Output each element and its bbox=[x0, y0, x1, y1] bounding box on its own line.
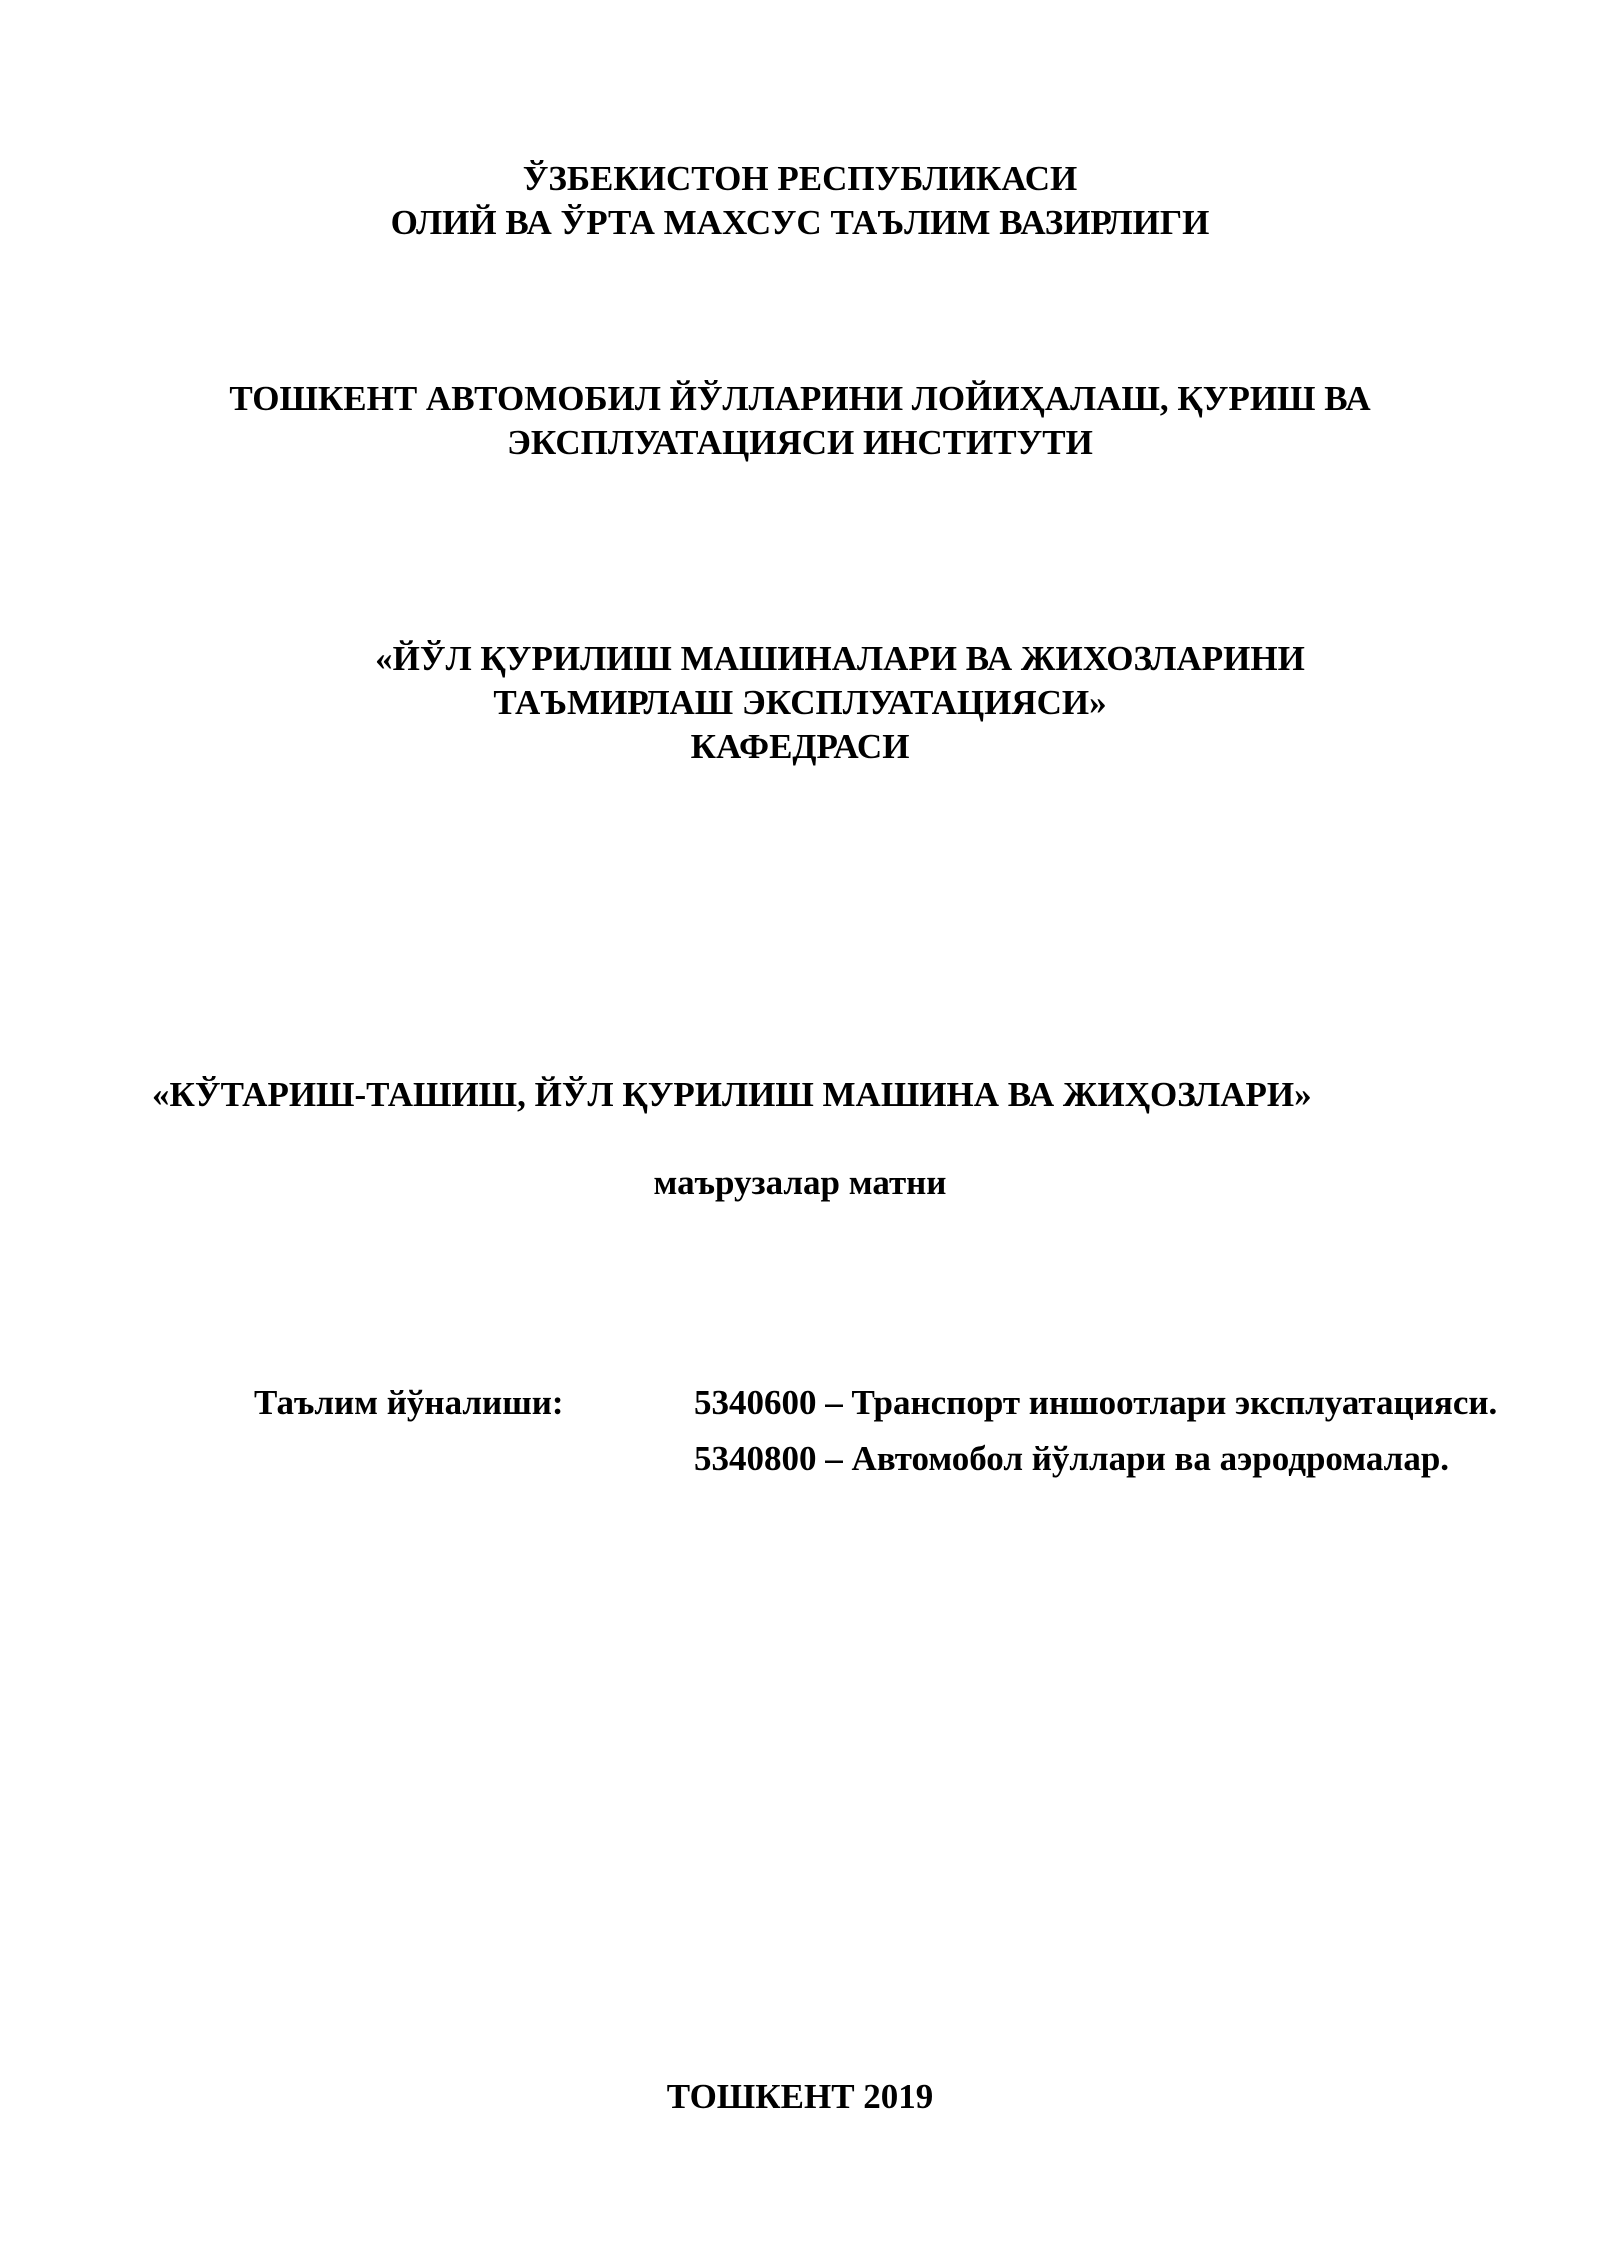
education-direction-2: 5340800 – Автомобол йўллари ва аэродромалар. bbox=[694, 1439, 1450, 1478]
institute-line-1: ТОШКЕНТ АВТОМОБИЛ ЙЎЛЛАРИНИ ЛОЙИҲАЛАШ, ҚУРИШ ВА bbox=[229, 379, 1371, 418]
ministry-line-2: ОЛИЙ ВА ЎРТА МАХСУС ТАЪЛИМ ВАЗИРЛИГИ bbox=[390, 203, 1210, 242]
department-line-3: КАФЕДРАСИ bbox=[690, 727, 910, 766]
course-title: «КЎТАРИШ-ТАШИШ, ЙЎЛ ҚУРИЛИШ МАШИНА ВА ЖИҲОЗЛАРИ» bbox=[152, 1075, 1312, 1114]
education-direction-1: 5340600 – Транспорт иншоотлари эксплуатацияси. bbox=[694, 1383, 1498, 1422]
footer-city-year: ТОШКЕНТ 2019 bbox=[666, 2077, 934, 2116]
course-subtitle: маърузалар матни bbox=[653, 1163, 947, 1202]
department-line-2: ТАЪМИРЛАШ ЭКСПЛУАТАЦИЯСИ» bbox=[493, 683, 1107, 722]
education-label: Таълим йўналиши: bbox=[254, 1383, 564, 1422]
institute-line-2: ЭКСПЛУАТАЦИЯСИ ИНСТИТУТИ bbox=[507, 423, 1093, 462]
department-line-1: «ЙЎЛ ҚУРИЛИШ МАШИНАЛАРИ ВА ЖИХОЗЛАРИНИ bbox=[375, 639, 1305, 678]
ministry-line-1: ЎЗБЕКИСТОН РЕСПУБЛИКАСИ bbox=[522, 159, 1078, 198]
